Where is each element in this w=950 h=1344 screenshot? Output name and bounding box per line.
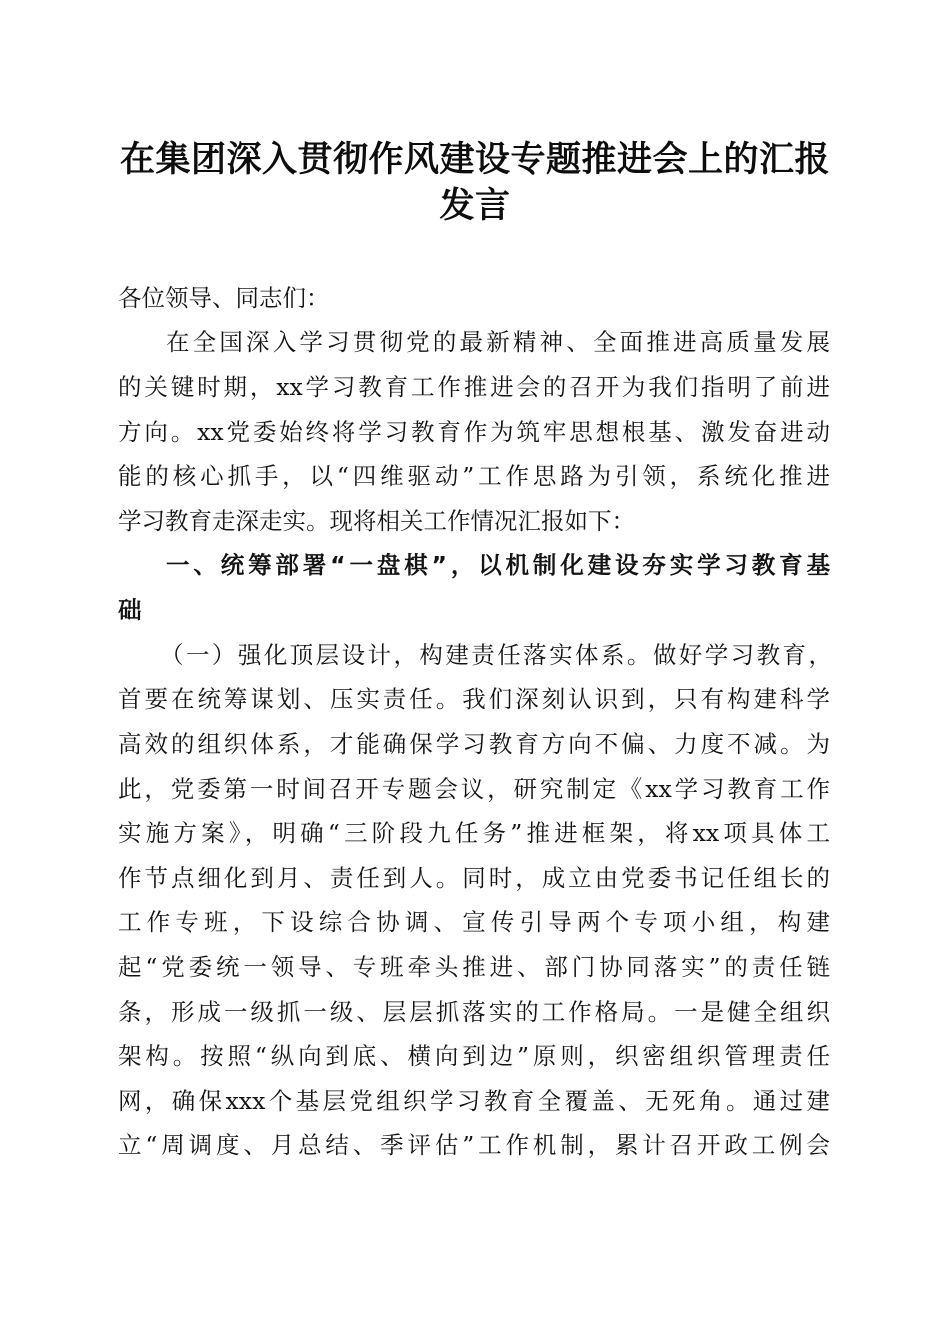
paragraph-line: 作节点细化到月、责任到人。同时，成立由党委书记任组长的 (118, 864, 830, 892)
paragraph-line: 能的核心抓手，以“四维驱动”工作思路为引领，系统化推进 (118, 462, 830, 490)
section-heading-line-2: 础 (118, 596, 142, 624)
paragraph-line: 高效的组织体系，才能确保学习教育方向不偏、力度不减。为 (118, 730, 830, 758)
paragraph-line: 学习教育走深走实。现将相关工作情况汇报如下： (118, 507, 635, 535)
paragraph-line: （一）强化顶层设计，构建责任落实体系。做好学习教育， (160, 641, 832, 669)
paragraph-line: 工作专班，下设综合协调、宣传引导两个专项小组，构建 (118, 908, 830, 936)
paragraph-line: 的关键时期，xx学习教育工作推进会的召开为我们指明了前进 (118, 373, 830, 401)
paragraph-line: 实施方案》，明确“三阶段九任务”推进框架，将xx项具体工 (118, 819, 830, 847)
paragraph-line: 条，形成一级抓一级、层层抓落实的工作格局。一是健全组织 (118, 998, 830, 1026)
title-line-2: 发言 (439, 185, 511, 226)
paragraph-line: 在全国深入学习贯彻党的最新精神、全面推进高质量发展 (166, 328, 830, 356)
paragraph-line: 架构。按照“纵向到底、横向到边”原则，织密组织管理责任 (118, 1042, 830, 1070)
section-heading-line-1: 一、统筹部署“一盘棋”，以机制化建设夯实学习教育基 (166, 551, 830, 579)
paragraph-line: 立“周调度、月总结、季评估”工作机制，累计召开政工例会 (118, 1131, 830, 1159)
paragraph-line: 方向。xx党委始终将学习教育作为筑牢思想根基、激发奋进动 (118, 418, 830, 446)
paragraph-line: 起“党委统一领导、专班牵头推进、部门协同落实”的责任链 (118, 953, 830, 981)
salutation: 各位领导、同志们： (118, 284, 330, 312)
paragraph-line: 首要在统筹谋划、压实责任。我们深刻认识到，只有构建科学 (118, 685, 830, 713)
title-line-1: 在集团深入贯彻作风建设专题推进会上的汇报 (119, 139, 830, 180)
paragraph-line: 此，党委第一时间召开专题会议，研究制定《xx学习教育工作 (118, 775, 830, 803)
paragraph-line: 网，确保xxx个基层党组织学习教育全覆盖、无死角。通过建 (118, 1087, 830, 1115)
